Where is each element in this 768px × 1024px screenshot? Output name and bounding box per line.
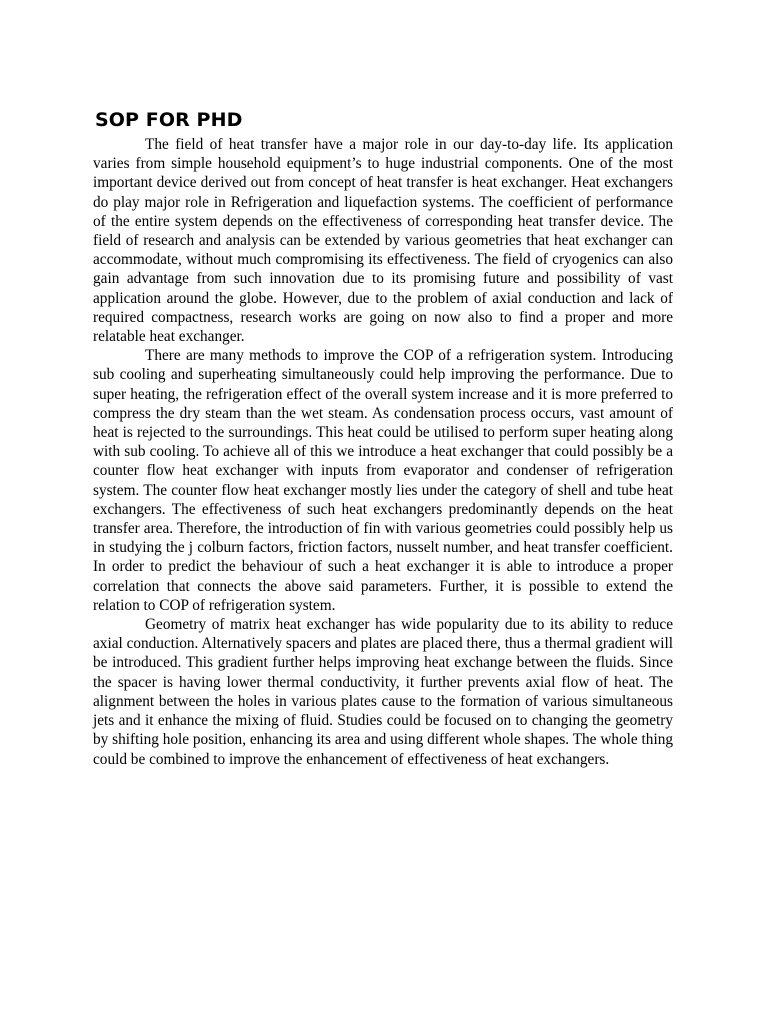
paragraph-heat-transfer-intro: The field of heat transfer have a major role in our day-to-day life. Its application varies from simple household equipment’s to huge industrial components. One of the most important device derived out from concept of heat transfer is heat exchanger. Heat exchangers do play major role in Refrigeration and liquefaction systems. The coefficient of performance of the entire system depends on the effectiveness of corresponding heat transfer device. The field of research and analysis can be extended by various geometries that heat exchanger can accommodate, without much compromising its effectiveness. The field of cryogenics can also gain advantage from such innovation due to its promising future and possibility of vast application around the globe. However, due to the problem of axial conduction and lack of required compactness, research works are going on now also to find a proper and more relatable heat exchanger. xyxy=(93,136,673,346)
paragraph-matrix-heat-exchanger: Geometry of matrix heat exchanger has wide popularity due to its ability to reduce axial conduction. Alternatively spacers and plates are placed there, thus a thermal gradient will be introduced. This gradient further helps improving heat exchange between the fluids. Since the spacer is having lower thermal conductivity, it further prevents axial flow of heat. The alignment between the holes in various plates cause to the formation of various simultaneous jets and it enhance the mixing of fluid. Studies could be focused on to changing the geometry by shifting hole position, enhancing its area and using different whole shapes. The whole thing could be combined to improve the enhancement of effectiveness of heat exchangers. xyxy=(93,616,673,768)
document-title: SOP FOR PHD xyxy=(95,109,243,131)
document-body xyxy=(93,135,673,769)
paragraph-cop-improvement: There are many methods to improve the COP of a refrigeration system. Introducing sub cooling and superheating simultaneously could help improving the performance. Due to super heating, the refrigeration effect of the overall system increase and it is more preferred to compress the dry steam than the wet steam. As condensation process occurs, vast amount of heat is rejected to the surroundings. This heat could be utilised to perform super heating along with sub cooling. To achieve all of this we introduce a heat exchanger that could possibly be a counter flow heat exchanger with inputs from evaporator and condenser of refrigeration system. The counter flow heat exchanger mostly lies under the category of shell and tube heat exchangers. The effectiveness of such heat exchangers predominantly depends on the heat transfer area. Therefore, the introduction of fin with various geometries could possibly help us in studying the j colburn factors, friction factors, nusselt number, and heat transfer coefficient. In order to predict the behaviour of such a heat exchanger it is able to introduce a proper correlation that connects the above said parameters. Further, it is possible to extend the relation to COP of refrigeration system. xyxy=(93,347,673,614)
